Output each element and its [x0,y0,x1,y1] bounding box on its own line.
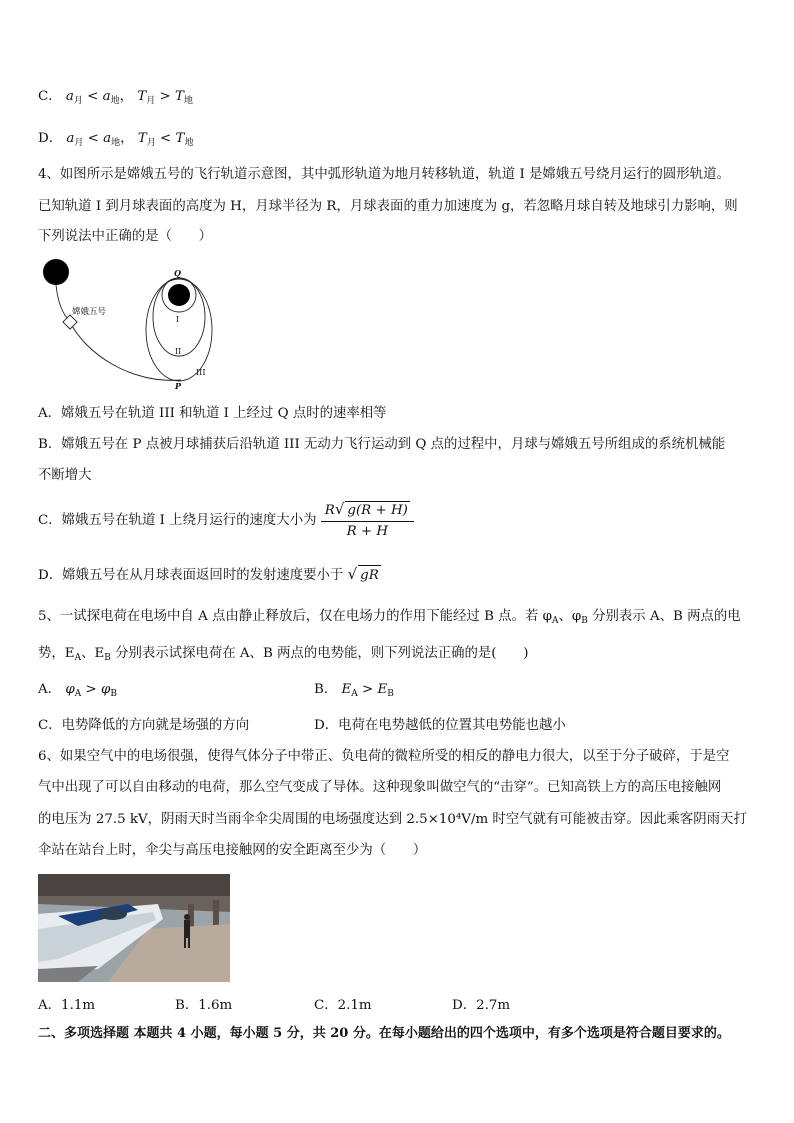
q6-option-b: B．1.6m [175,998,233,1013]
orbit-diagram [36,254,226,390]
radicand: g(R + H) [347,503,408,518]
math-operator: < [160,131,172,146]
section-heading: 二、多项选择题 本题共 4 小题，每小题 5 分，共 20 分。在每小题给出的四个选项中，有多个选项是符合题目要求的。 [38,1026,730,1041]
q4-stem-line2: 已知轨道 I 到月球表面的高度为 H，月球半径为 R，月球表面的重力加速度为 g，若忽略月球自转及地球引力影响，则 [38,199,738,214]
q6-stem-line4: 伞站在站台上时，伞尖与高压电接触网的安全距离至少为（ ） [38,843,427,858]
q4-option-d [38,564,381,586]
earth-icon [43,259,69,285]
transfer-orbit-lower [70,322,181,380]
subscript: B [110,689,117,699]
q5-option-c: C．电势降低的方向就是场强的方向 [38,718,250,733]
subscript: B [104,653,111,663]
subscript: B [387,689,394,699]
math-t: T [175,131,185,146]
stem-text: 、E [81,646,105,661]
sqrt-icon: √ [334,500,345,518]
subscript: 地 [110,96,120,106]
separator: ， [119,89,134,104]
math-operator: > [159,89,171,104]
math-r: R [324,503,335,518]
subscript: 地 [111,138,121,148]
radicand: gR [358,565,381,586]
math-t: T [137,89,147,104]
q5-option-b [314,680,394,704]
q5-option-a [38,680,117,704]
q6-stem-line3: 的电压为 27.5 kV，阴雨天时当雨伞伞尖周围的电场强度达到 2.5×10⁴V/m 时空气就有可能被击穿。因此乘客阴雨天打 [38,812,747,827]
option-text: C．嫦娥五号在轨道 I 上绕月运行的速度大小为 [38,513,317,528]
q4-option-c [38,500,414,541]
math-phi: φ [65,682,75,697]
q6-option-d: D．2.7m [452,998,511,1013]
point-q-label: Q [174,268,181,278]
sqrt-icon: √ [347,565,358,583]
math-t: T [175,89,184,104]
subscript: 月 [146,138,156,148]
q4-option-b-line1: B．嫦娥五号在 P 点被月球捕获后沿轨道 III 无动力飞行运动到 Q 点的过程中，月球与嫦娥五号所组成的系统机械能 [38,437,726,452]
subscript: B [581,616,588,626]
q5-stem-line2 [38,644,529,668]
q6-option-a: A．1.1m [38,998,96,1013]
subscript: 月 [73,96,83,106]
orbit-i-label: I [176,315,180,324]
moon-icon [168,284,190,306]
subscript: 月 [74,138,84,148]
q4-stem-line3: 下列说法中正确的是（ ） [38,229,213,244]
subscript: A [74,653,82,663]
train-photo [38,874,230,982]
math-a: a [66,131,75,146]
fraction-numerator [321,500,414,522]
subscript: 月 [146,96,156,106]
spacecraft-label: 嫦娥五号 [72,306,107,316]
subscript: 地 [183,96,193,106]
stem-text: 分别表示 A、B 两点的电 [587,609,741,624]
math-a: a [103,131,112,146]
math-a: a [102,89,111,104]
subscript: A [74,689,82,699]
stem-text: 势，E [38,646,75,661]
q6-option-c: C．2.1m [314,998,372,1013]
option-label: C． [38,89,62,104]
q4-option-b-line2: 不断增大 [38,468,92,483]
separator: ， [120,131,134,146]
option-label: A． [38,682,62,697]
option-label: B． [314,682,338,697]
option-label: D． [38,131,63,146]
math-e: E [341,682,352,697]
q3-option-c [38,87,193,111]
stem-text: 分别表示试探电荷在 A、B 两点的电势能，则下列说法正确的是( ) [110,646,529,661]
math-expression: > E [357,682,388,697]
q4-option-a: A．嫦娥五号在轨道 III 和轨道 I 上经过 Q 点时的速率相等 [38,406,387,421]
math-expression: > φ [81,682,111,697]
option-text: D．嫦娥五号在从月球表面返回时的发射速度要小于 [38,568,344,583]
q6-stem-line2: 气中出现了可以自由移动的电荷，那么空气变成了导体。这种现象叫做空气的“击穿”。已知高铁上方的高压电接触网 [38,780,722,795]
q6-stem-line1: 6、如果空气中的电场很强，使得气体分子中带正、负电荷的微粒所受的相反的静电力很大，以至于分子破碎，于是空 [38,749,730,764]
math-operator: < [87,89,99,104]
math-a: a [65,89,74,104]
fraction-denominator: R + H [346,524,389,539]
orbit-iii-label: III [196,368,206,377]
q3-option-d [38,129,194,153]
subscript: A [551,616,559,626]
velocity-fraction [321,500,414,541]
q4-stem-line1: 4、如图所示是嫦娥五号的飞行轨道示意图，其中弧形轨道为地月转移轨道，轨道 I 是嫦娥五号绕月运行的圆形轨道。 [38,167,730,182]
spacecraft-icon [63,315,77,329]
subscript: A [351,689,358,699]
q5-option-d: D．电荷在电势越低的位置其电势能也越小 [314,718,566,733]
q5-stem-line1 [38,607,741,631]
point-p-label: P [175,381,182,390]
subscript: 地 [184,138,194,148]
stem-text: 、φ [558,609,582,624]
math-t: T [137,131,147,146]
stem-text: 5、一试探电荷在电场中自 A 点由静止释放后，仅在电场力的作用下能经过 B 点。若 φ [38,609,552,624]
orbit-ii-label: II [175,347,182,356]
math-operator: < [87,131,99,146]
